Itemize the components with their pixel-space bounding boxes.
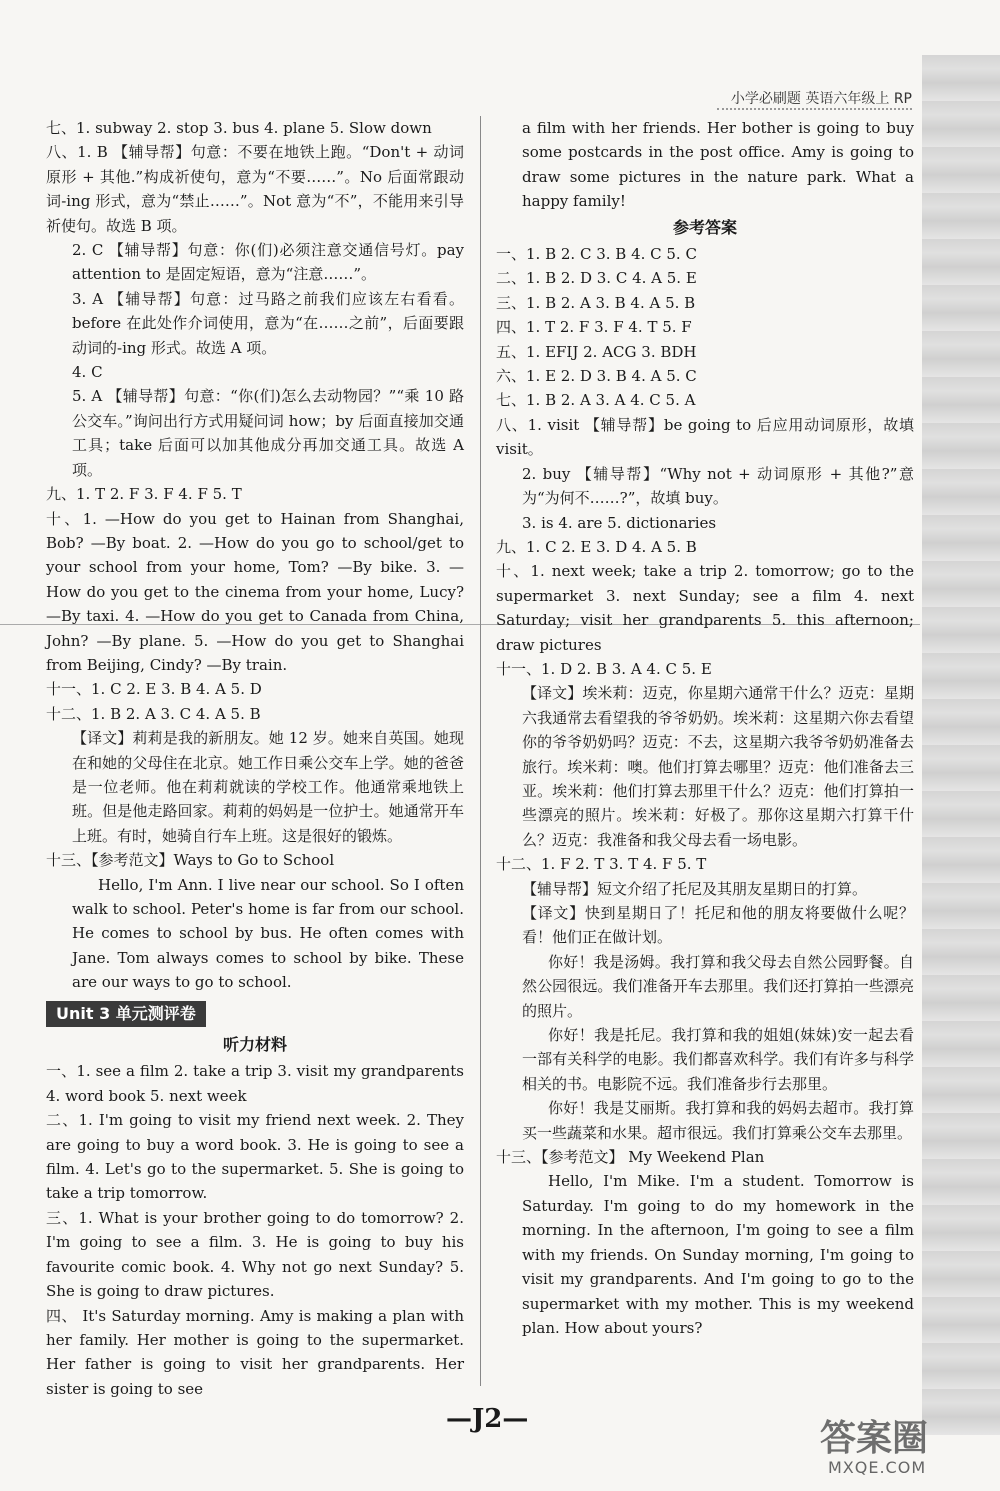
answer-line: 十二、1. F 2. T 3. T 4. F 5. T [496, 855, 707, 874]
left-column [46, 116, 464, 1401]
answer-line: 五、1. EFIJ 2. ACG 3. BDH [496, 342, 697, 361]
answer-line: 2. buy 【辅导帮】“Why not + 动词原形 + 其他?”意为“为何不……?”，故填 buy。 [522, 464, 914, 508]
answer-line: 二、1. I'm going to visit my friend next week. 2. They are going to buy a word book. 3. He is going to see a film. 4. Let's go to the supermarket. 5. She is going to take a trip tomorrow. [46, 1111, 464, 1203]
answer-line: 十一、1. C 2. E 3. B 4. A 5. D [46, 680, 262, 699]
answer-line: 【辅导帮】短文介绍了托尼及其朋友星期日的打算。 [522, 879, 868, 898]
answer-line: 九、1. C 2. E 3. D 4. A 5. B [496, 537, 697, 556]
page-edge-strip [922, 55, 1000, 1435]
answer-line: 4. C [72, 363, 103, 382]
answer-line: 一、1. see a film 2. take a trip 3. visit my grandparents 4. word book 5. next week [46, 1062, 464, 1105]
header-dotted-rule [717, 108, 912, 110]
answer-line: 十一、1. D 2. B 3. A 4. C 5. E [496, 659, 712, 678]
answer-line: 5. A 【辅导帮】句意：“你(们)怎么去动物园？”“乘 10 路公交车。”询问出行方式用疑问词 how；by 后面直接加交通工具；take 后面可以加其他成分再加交通工具。故选 A 项。 [72, 387, 464, 479]
answer-line: 三、1. What is your brother going to do tomorrow? 2. I'm going to see a film. 3. He is going to buy his favourite comic book. 4. Why not go next Sunday? 5. She is going to draw pictures. [46, 1208, 464, 1301]
answer-line: 四、1. T 2. F 3. F 4. T 5. F [496, 318, 692, 337]
answer-line: 2. C 【辅导帮】句意：你(们)必须注意交通信号灯。pay attention to 是固定短语，意为“注意……”。 [72, 241, 464, 284]
right-answer-list [496, 242, 914, 1340]
page-number: —J2— [446, 1404, 529, 1434]
answer-line: 七、1. B 2. A 3. A 4. C 5. A [496, 391, 696, 410]
answer-line: 十三、【参考范文】 My Weekend Plan [496, 1148, 765, 1167]
watermark-url: MXQE.COM [828, 1458, 927, 1477]
answer-line: 你好！我是托尼。我打算和我的姐姐(妹妹)安一起去看一部有关科学的电影。我们都喜欢科学。我们有许多与科学相关的书。电影院不远。我们准备步行去那里。 [522, 1026, 914, 1093]
watermark-logo: 答案圈 [820, 1418, 929, 1459]
answer-line: 十、1. next week; take a trip 2. tomorrow; go to the supermarket 3. next Sunday; see a film 4. next Saturday; visit her grandparents 5. this afternoon; draw pictures [496, 562, 914, 654]
listening-continued: a film with her friends. Her bother is going to buy some postcards in the post office. Amy is going to draw some pictures in the nature park. What a happy family! [522, 119, 914, 211]
column-divider [480, 116, 481, 1386]
answer-line: 六、1. E 2. D 3. B 4. A 5. C [496, 367, 697, 386]
listening-list [46, 1059, 464, 1401]
answer-line: 八、1. B 【辅导帮】句意：不要在地铁上跑。“Don't + 动词原形 + 其他.”构成祈使句，意为“不要……”。No 后面常跟动词-ing 形式，意为“禁止……”。Not 意为“不”，不能用来引导祈使句。故选 B 项。 [46, 143, 464, 235]
answer-line: 九、1. T 2. F 3. F 4. F 5. T [46, 485, 242, 504]
answer-line: 【译文】埃米莉：迈克，你星期六通常干什么？迈克：星期六我通常去看望我的爷爷奶奶。埃米莉：这星期六你去看望你的爷爷奶奶吗？迈克：不去，这星期六我爷爷奶奶准备去旅行。埃米莉：噢。他们打算去哪里？迈克：他们准备去三亚。埃米莉：他们打算去那里干什么？迈克：他们打算拍一些漂亮的照片。埃米莉：好极了。那你这星期六打算干什么？迈克：我准备和我父母去看一场电影。 [522, 684, 914, 849]
right-column [496, 116, 914, 1340]
answer-line: 【译文】快到星期日了！托尼和他的朋友将要做什么呢？看！他们正在做计划。 [522, 904, 914, 947]
answer-line: 十三、【参考范文】Ways to Go to School [46, 851, 335, 870]
listening-title: 听力材料 [222, 1035, 287, 1055]
answer-line: 八、1. visit 【辅导帮】be going to 后应用动词原形，故填 visit。 [496, 415, 914, 459]
answer-line: Hello, I'm Ann. I live near our school. So I often walk to school. Peter's home is far from our school. He comes to school by bus. He often comes with Jane. Tom always comes to school by bike. These are our ways to go to school. [72, 875, 464, 992]
answer-line: Hello, I'm Mike. I'm a student. Tomorrow is Saturday. I'm going to do my homework in the morning. In the afternoon, I'm going to see a film with my friends. On Sunday morning, I'm going to visit my grandparents. And I'm going to go to the supermarket with my mother. This is my weekend plan. How about yours? [522, 1172, 914, 1337]
answer-line: 你好！我是艾丽斯。我打算和我的妈妈去超市。我打算买一些蔬菜和水果。超市很远。我们打算乘公交车去那里。 [522, 1099, 914, 1142]
answer-line: 3. is 4. are 5. dictionaries [522, 513, 717, 532]
unit-banner: Unit 3 单元测评卷 [46, 1001, 206, 1027]
answer-line: 二、1. B 2. D 3. C 4. A 5. E [496, 269, 697, 288]
answer-line: 【译文】莉莉是我的新朋友。她 12 岁。她来自英国。她现在和她的父母住在北京。她工作日乘公交车上学。她的爸爸是一位老师。他在莉莉就读的学校工作。他通常乘地铁上班。但是他走路回家。莉莉的妈妈是一位护士。她通常开车上班。有时，她骑自行车上班。这是很好的锻炼。 [72, 729, 464, 845]
answer-line: 四、 It's Saturday morning. Amy is making a plan with her family. Her mother is going to the supermarket. Her father is going to visit her grandparents. Her sister is going to see [46, 1306, 464, 1398]
answer-line: 十、1. —How do you get to Hainan from Shanghai, Bob? —By boat. 2. —How do you go to school/get to your school from your home, Tom? —By bike. 3. —How do you get to the cinema from your home, Lucy? —By taxi. 4. —How do you get to Canada from China, John? —By plane. 5. —How do you get to Shanghai from Beijing, Cindy? —By train. [46, 509, 464, 674]
answer-line: 3. A 【辅导帮】句意：过马路之前我们应该左右看看。before 在此处作介词使用，意为“在……之前”，后面要跟动词的-ing 形式。故选 A 项。 [72, 289, 464, 357]
answer-line: 七、1. subway 2. stop 3. bus 4. plane 5. Slow down [46, 119, 432, 137]
page-header: 小学必刷题 英语六年级上 RP [730, 91, 912, 107]
answer-line: 你好！我是汤姆。我打算和我父母去自然公园野餐。自然公园很远。我们准备开车去那里。我们还打算拍一些漂亮的照片。 [522, 952, 914, 1020]
answer-line: 一、1. B 2. C 3. B 4. C 5. C [496, 245, 697, 264]
answers-title: 参考答案 [672, 217, 737, 237]
answer-line: 十二、1. B 2. A 3. C 4. A 5. B [46, 704, 261, 723]
left-answer-list [46, 116, 464, 995]
answer-line: 三、1. B 2. A 3. B 4. A 5. B [496, 293, 696, 312]
